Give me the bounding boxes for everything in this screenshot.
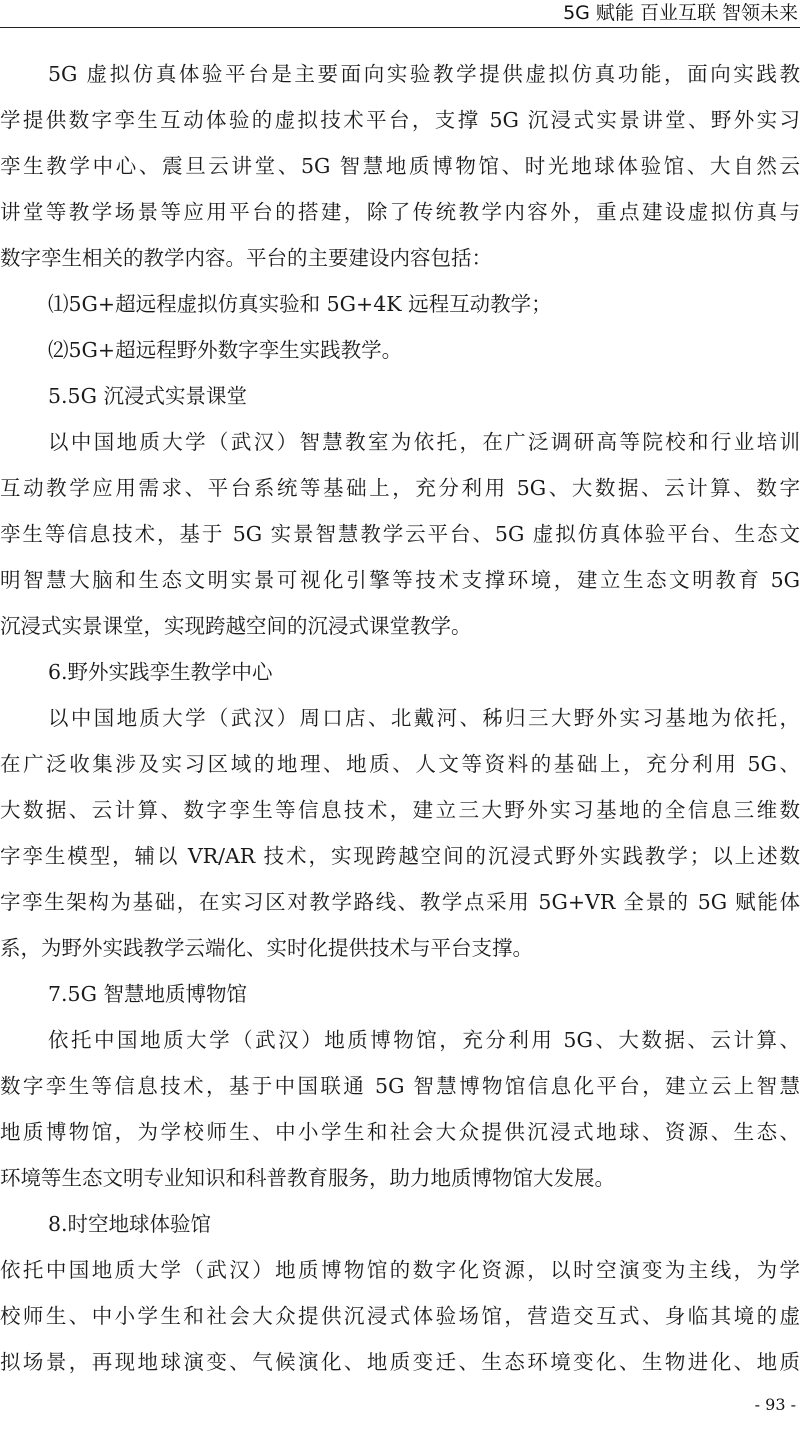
text-line: 5G 虚拟仿真体验平台是主要面向实验教学提供虚拟仿真功能，面向实践教 [48,62,800,86]
text-line: 环境等生态文明专业知识和科普教育服务，助力地质博物馆大发展。 [0,1166,615,1190]
text-line: 以中国地质大学（武汉）周口店、北戴河、秭归三大野外实习基地为依托， [48,706,800,730]
text-line: 字孪生模型，辅以 VR/AR 技术，实现跨越空间的沉浸式野外实践教学；以上述数 [0,844,800,868]
list-item: ⑵5G+超远程野外数字孪生实践教学。 [48,338,403,362]
text-line: 讲堂等教学场景等应用平台的搭建，除了传统教学内容外，重点建设虚拟仿真与 [0,200,800,224]
text-line: 数字孪生等信息技术，基于中国联通 5G 智慧博物馆信息化平台，建立云上智慧 [0,1074,800,1098]
text-line: 依托中国地质大学（武汉）地质博物馆的数字化资源，以时空演变为主线，为学 [0,1258,800,1282]
header-title: 5G 赋能 百业互联 智领未来 [557,0,798,26]
text-line: 明智慧大脑和生态文明实景可视化引擎等技术支撑环境，建立生态文明教育 5G [0,568,800,592]
page-header [0,0,800,30]
text-line: 系，为野外实践教学云端化、实时化提供技术与平台支撑。 [0,936,533,960]
header-rule [0,27,800,28]
text-line: 孪生等信息技术，基于 5G 实景智慧教学云平台、5G 虚拟仿真体验平台、生态文 [0,522,800,546]
text-line: 字孪生架构为基础，在实习区对教学路线、教学点采用 5G+VR 全景的 5G 赋能体 [0,890,800,914]
text-line: 地质博物馆，为学校师生、中小学生和社会大众提供沉浸式地球、资源、生态、 [0,1120,800,1144]
text-line: 拟场景，再现地球演变、气候演化、地质变迁、生态环境变化、生物进化、地质 [0,1350,800,1374]
text-line: 以中国地质大学（武汉）智慧教室为依托，在广泛调研高等院校和行业培训 [48,430,800,454]
list-item: ⑴5G+超远程虚拟仿真实验和 5G+4K 远程互动教学； [48,292,552,316]
section-heading: 5.5G 沉浸式实景课堂 [48,384,247,408]
section-heading: 7.5G 智慧地质博物馆 [48,982,247,1006]
text-line: 孪生教学中心、震旦云讲堂、5G 智慧地质博物馆、时光地球体验馆、大自然云 [0,154,800,178]
text-line: 依托中国地质大学（武汉）地质博物馆，充分利用 5G、大数据、云计算、 [48,1028,800,1052]
text-line: 学提供数字孪生互动体验的虚拟技术平台，支撑 5G 沉浸式实景讲堂、野外实习 [0,108,800,132]
text-line: 互动教学应用需求、平台系统等基础上，充分利用 5G、大数据、云计算、数字 [0,476,800,500]
page-number: - 93 - [754,1395,796,1414]
section-heading: 8.时空地球体验馆 [48,1212,212,1236]
section-heading: 6.野外实践孪生教学中心 [48,660,273,684]
text-line: 数字孪生相关的教学内容。平台的主要建设内容包括： [0,246,492,270]
text-line: 沉浸式实景课堂，实现跨越空间的沉浸式课堂教学。 [0,614,472,638]
text-line: 大数据、云计算、数字孪生等信息技术，建立三大野外实习基地的全信息三维数 [0,798,800,822]
text-line: 校师生、中小学生和社会大众提供沉浸式体验场馆，营造交互式、身临其境的虚 [0,1304,800,1328]
text-line: 在广泛收集涉及实习区域的地理、地质、人文等资料的基础上，充分利用 5G、 [0,752,800,776]
